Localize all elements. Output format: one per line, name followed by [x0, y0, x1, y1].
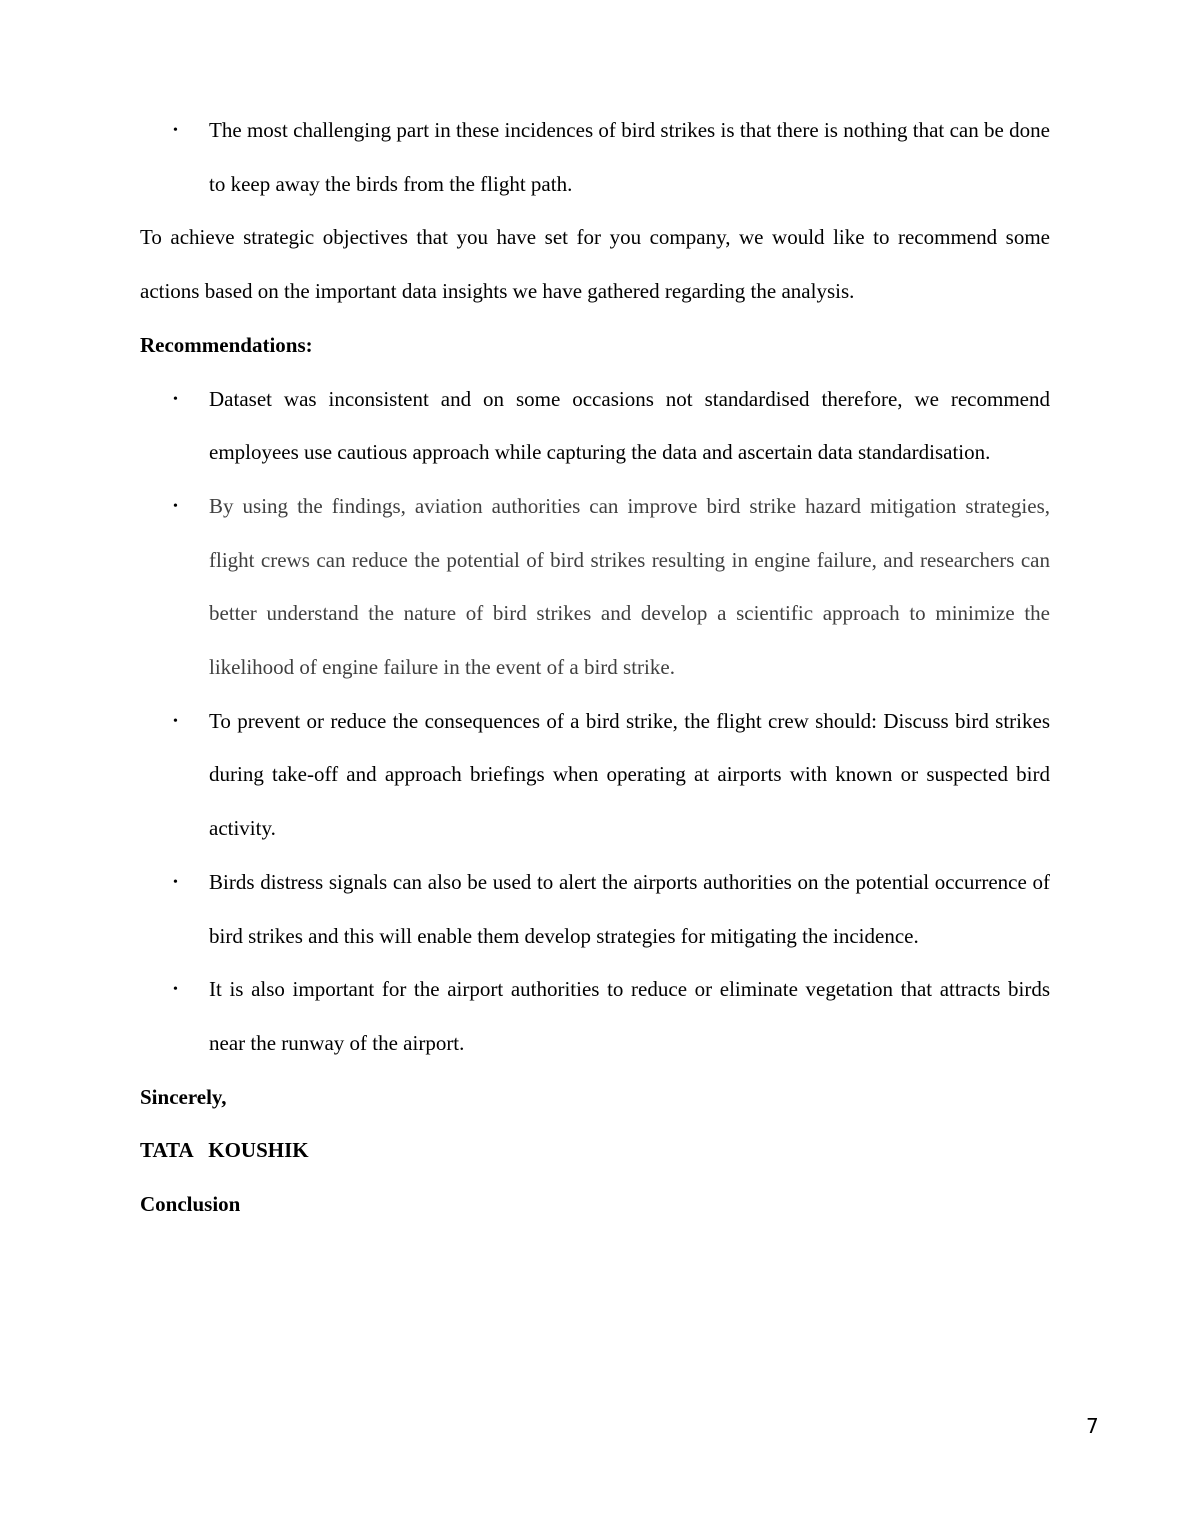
list-item: [140, 695, 1050, 856]
conclusion-heading: Conclusion: [140, 1192, 241, 1217]
bullet-text: It is also important for the airport authorities to reduce or eliminate vegetation that attracts birds near the runway of the airport.: [209, 977, 1050, 1055]
document-body: [140, 104, 1050, 1232]
bullet-icon: •: [173, 498, 178, 514]
bullet-text: Birds distress signals can also be used to alert the airports authorities on the potential occurrence of bird strikes and this will enable them develop strategies for mitigating the incidence.: [209, 869, 1050, 948]
bullet-text: Dataset was inconsistent and on some occasions not standardised therefore, we recommend employees use cautious approach while capturing the data and ascertain data standardisation.: [209, 386, 1050, 465]
page-number: 7: [1086, 1414, 1099, 1438]
intro-paragraph: To achieve strategic objectives that you have set for you company, we would like to recommend some actions based on the important data insights we have gathered regarding the analysis.: [140, 225, 1050, 304]
top-bullet-list: [140, 104, 1050, 211]
list-item: [140, 963, 1050, 1070]
list-item: [140, 373, 1050, 480]
bullet-icon: •: [173, 982, 178, 998]
bullet-text: To prevent or reduce the consequences of a bird strike, the flight crew should: Discuss bird strikes during take-off and approach briefings when operating at airports with known or suspected bird activity.: [209, 708, 1050, 841]
recommendations-list: [140, 373, 1050, 1071]
bullet-text: By using the findings, aviation authorities can improve bird strike hazard mitigation strategies, flight crews can reduce the potential of bird strikes resulting in engine failure, and researchers can better understand the nature of bird strikes and develop a scientific approach to minimize the likelihood of engine failure in the event of a bird strike.: [209, 493, 1050, 680]
signature-name: TATA KOUSHIK: [140, 1138, 309, 1163]
bullet-text: The most challenging part in these incidences of bird strikes is that there is nothing that can be done to keep away the birds from the flight path.: [209, 118, 1050, 196]
bullet-icon: •: [173, 874, 178, 890]
bullet-icon: •: [173, 391, 178, 407]
bullet-icon: •: [173, 123, 178, 138]
list-item: [140, 480, 1050, 695]
closing-salutation: Sincerely,: [140, 1084, 227, 1109]
list-item: [140, 856, 1050, 963]
recommendations-heading: Recommendations:: [140, 332, 313, 357]
bullet-icon: •: [173, 713, 178, 729]
list-item: [140, 104, 1050, 211]
